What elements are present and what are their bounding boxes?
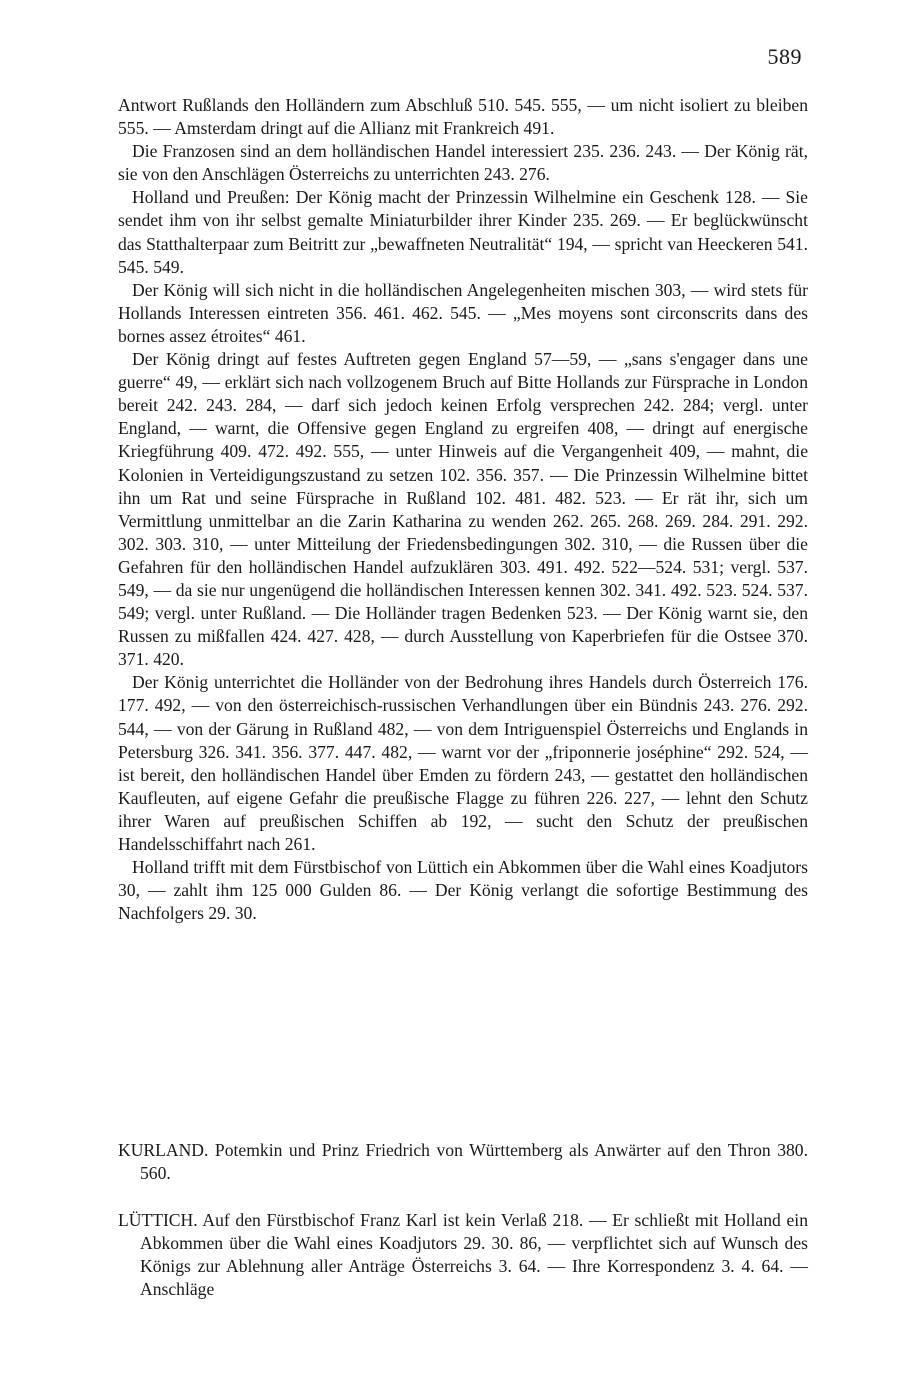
index-entry-text: LÜTTICH. Auf den Fürstbischof Franz Karl ist kein Verlaß 218. — Er schließt mit Holland ein Abkommen über die Wahl eines Koadjutors 29. 30. 86, — verpflichtet sich auf Wunsch des Königs zur Ablehnung aller Anträge Österreichs 3. 64. — Ihre Korrespondenz 3. 4. 64. — Anschläge: [118, 1210, 808, 1300]
paragraph: Der König unterrichtet die Holländer von der Bedrohung ihres Handels durch Österreich 176. 177. 492, — von den österreichisch-russischen Verhandlungen über ein Bündnis 243. 276. 292. 544, — von der Gärung in Rußland 482, — von dem Intriguenspiel Österreichs und Englands in Petersburg 326. 341. 356. 377. 447. 482, — warnt vor der „friponnerie joséphine“ 292. 524, — ist bereit, den holländischen Handel über Emden zu fördern 243, — gestattet den holländischen Kaufleuten, auf eigene Gefahr die preußische Flagge zu führen 226. 227, — lehnt den Schutz ihrer Waren auf preußischen Schiffen ab 192, — sucht den Schutz der preußischen Handelsschiffahrt nach 261.: [118, 672, 808, 854]
index-text-block: [118, 94, 808, 925]
paragraph: Die Franzosen sind an dem holländischen Handel interessiert 235. 236. 243. — Der König rät, sie von den Anschlägen Österreichs zu unterrichten 243. 276.: [118, 141, 808, 185]
index-entry-text: KURLAND. Potemkin und Prinz Friedrich von Württemberg als Anwärter auf den Thron 380. 560.: [118, 1140, 808, 1184]
paragraph: Der König will sich nicht in die holländischen Angelegenheiten mischen 303, — wird stets für Hollands Interessen eintreten 356. 461. 462. 545. — „Mes moyens sont circonscrits dans des bornes assez étroites“ 461.: [118, 279, 808, 346]
paragraph: Der König dringt auf festes Auftreten gegen England 57—59, — „sans s'engager dans une guerre“ 49, — erklärt sich nach vollzogenem Bruch auf Bitte Hollands zur Fürsprache in London bereit 242. 243. 284, — darf sich jedoch keinen Erfolg versprechen 242. 284; vergl. unter England, — warnt, die Offensive gegen England zu ergreifen 408, — dringt auf energische Kriegführung 409. 472. 492. 555, — unter Hinweis auf die Vergangenheit 409, — mahnt, die Kolonien in Verteidigungszustand zu setzen 102. 356. 357. — Die Prinzessin Wilhelmine bittet ihn um Rat und seine Fürsprache in Rußland 102. 481. 482. 523. — Er rät ihr, sich um Vermittlung unmittelbar an die Zarin Katharina zu wenden 262. 265. 268. 269. 284. 291. 292. 302. 303. 310, — unter Mitteilung der Friedensbedingungen 302. 310, — die Russen über die Gefahren für den holländischen Handel aufzuklären 303. 491. 492. 522—524. 531; vergl. 537. 549, — da sie nur ungenügend die holländischen Interessen kennen 302. 341. 492. 523. 524. 537. 549; vergl. unter Rußland. — Die Holländer tragen Bedenken 523. — Der König warnt sie, den Russen zu mißfallen 424. 427. 428, — durch Ausstellung von Kaperbriefen für die Ostsee 370. 371. 420.: [118, 349, 808, 670]
paragraph: Holland trifft mit dem Fürstbischof von Lüttich ein Abkommen über die Wahl eines Koadjutors 30, — zahlt ihm 125 000 Gulden 86. — Der König verlangt die sofortige Bestimmung des Nachfolgers 29. 30.: [118, 857, 808, 924]
page-number: 589: [767, 44, 802, 69]
index-entry-luettich: [118, 1209, 808, 1301]
paragraph: Holland und Preußen: Der König macht der Prinzessin Wilhelmine ein Geschenk 128. — Sie sendet ihm von ihr selbst gemalte Miniaturbilder ihrer Kinder 235. 269. — Er beglückwünscht das Statthalterpaar zum Beitritt zur „bewaffneten Neutralität“ 194, — spricht van Heeckeren 541. 545. 549.: [118, 187, 808, 277]
index-entry-kurland: [118, 1139, 808, 1185]
paragraph: Antwort Rußlands den Holländern zum Abschluß 510. 545. 555, — um nicht isoliert zu bleiben 555. — Amsterdam dringt auf die Allianz mit Frankreich 491.: [118, 95, 808, 139]
